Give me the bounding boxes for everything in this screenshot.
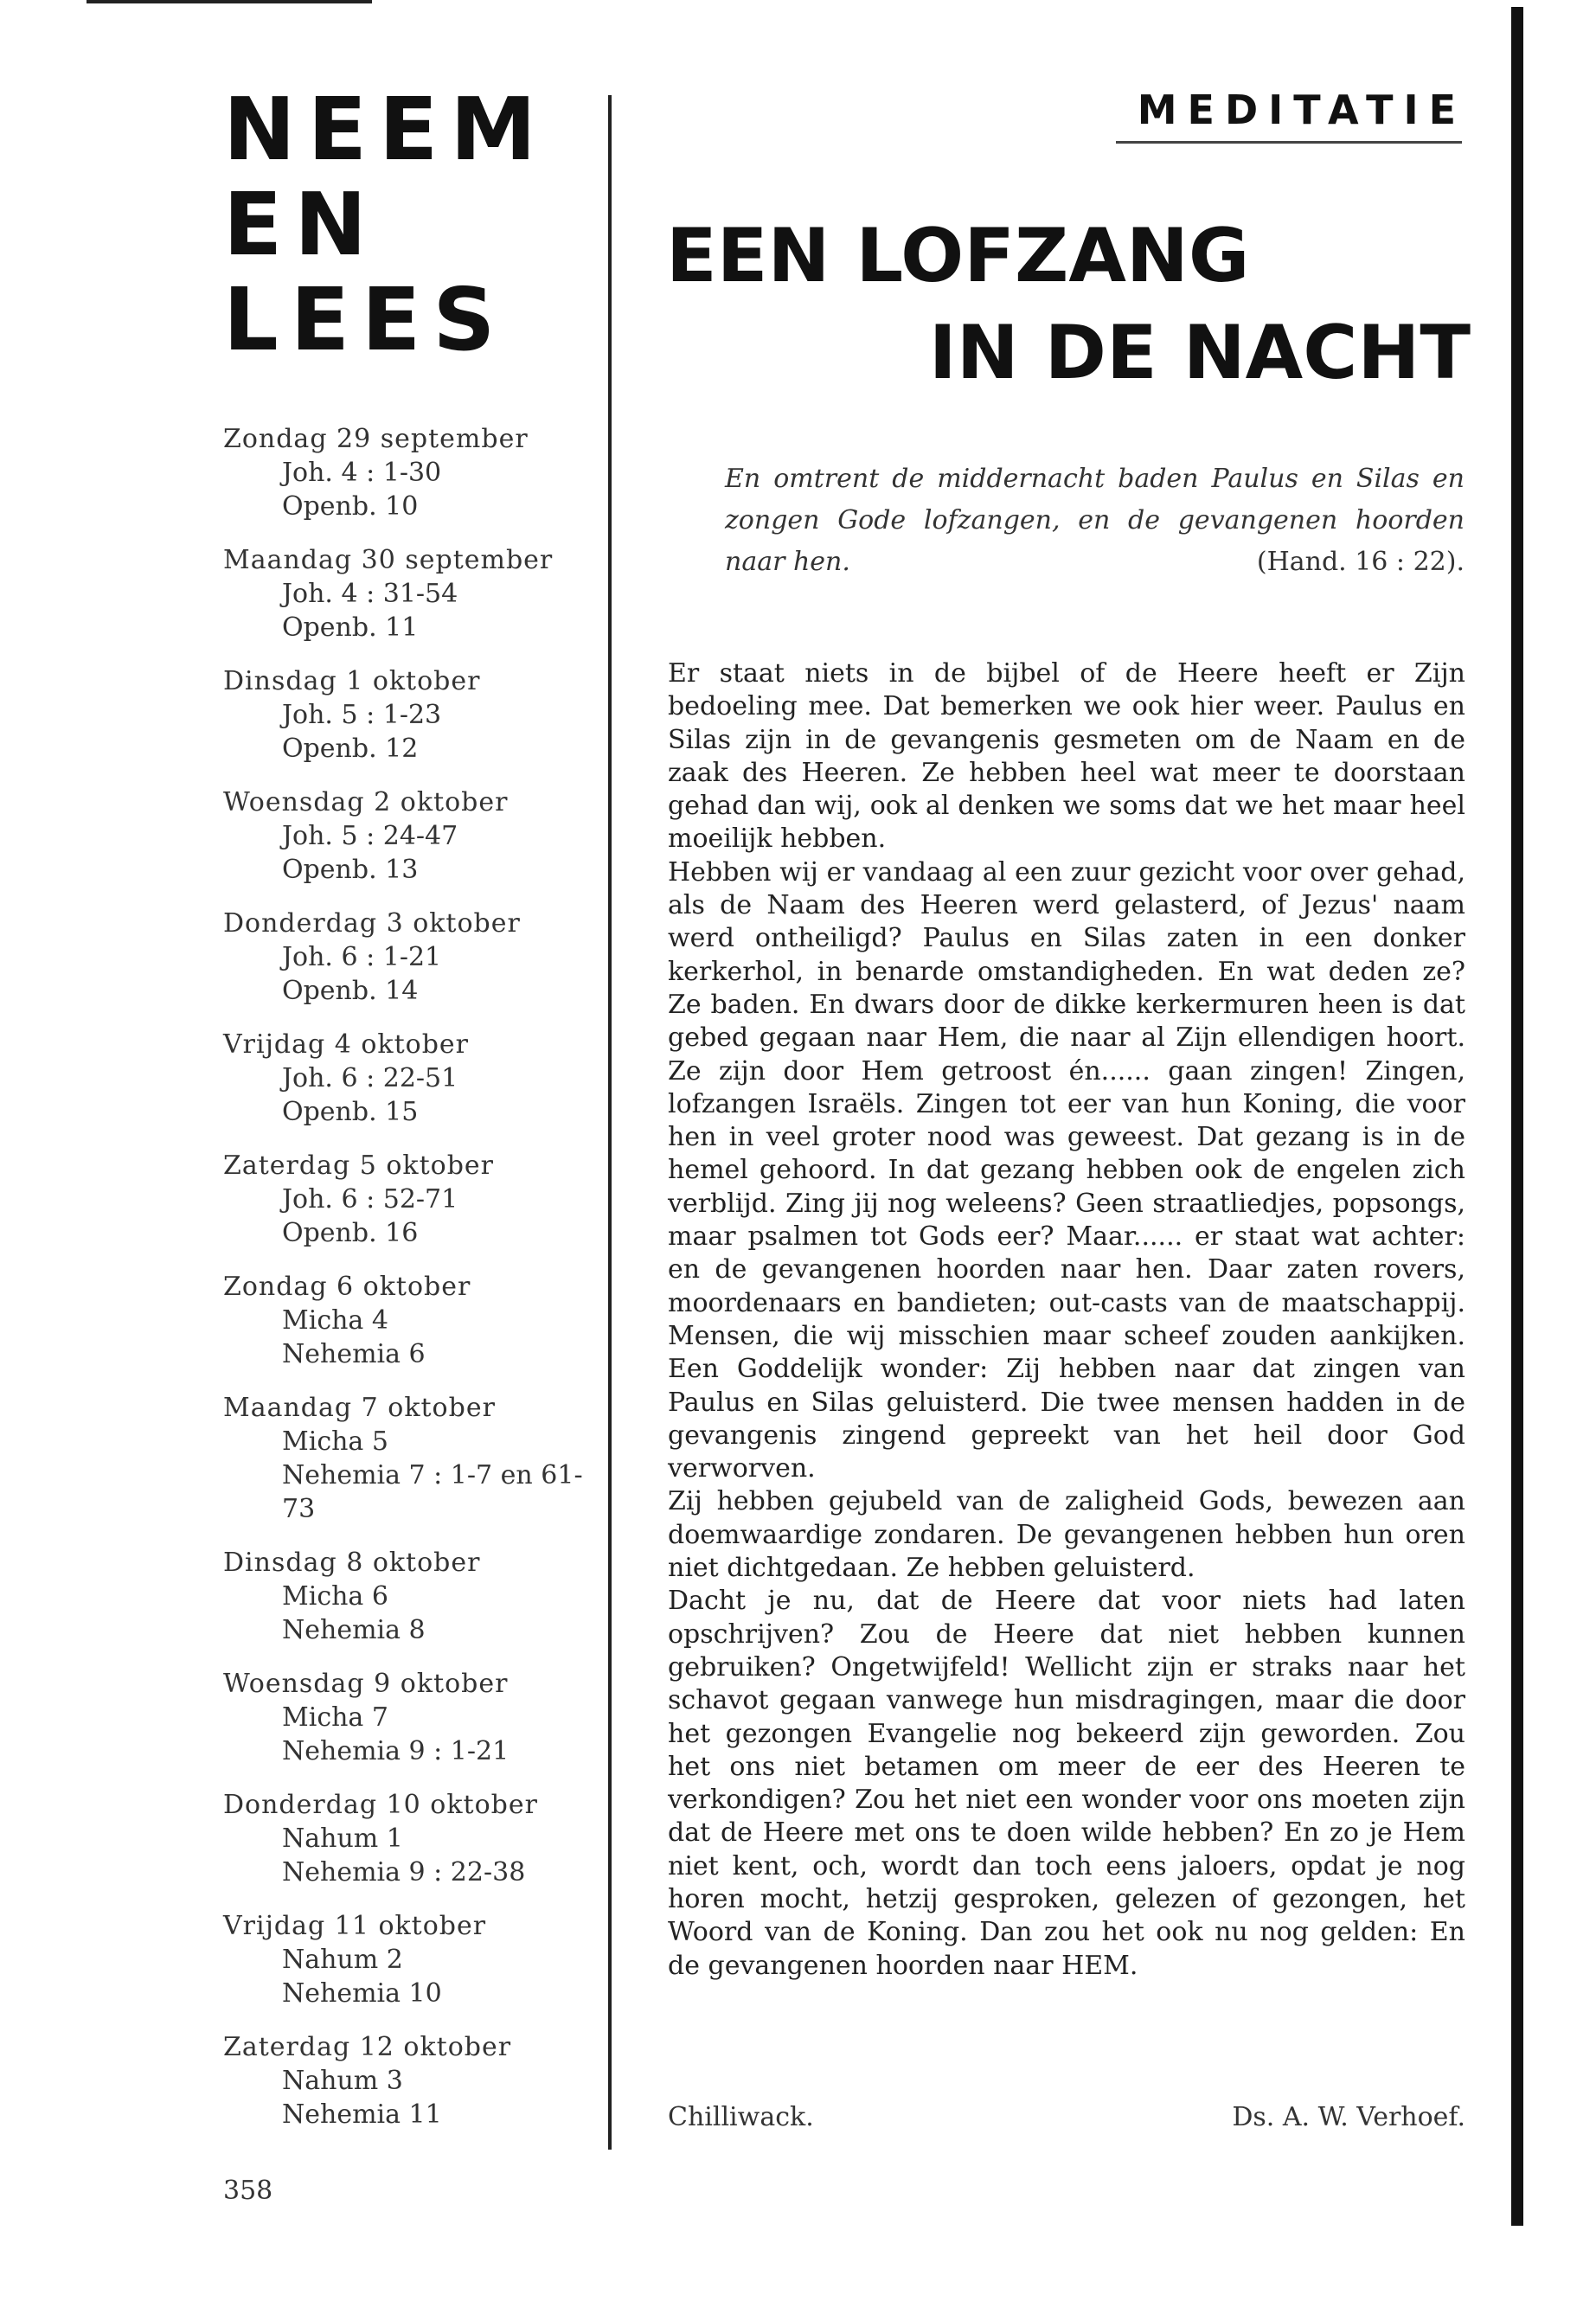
headline-line-2: IN DE NACHT — [928, 310, 1471, 396]
schedule-day: Zaterdag 5 oktober — [223, 1150, 494, 1181]
schedule-day: Dinsdag 1 oktober — [223, 666, 481, 696]
schedule-reading: Joh. 6 : 22-51 — [282, 1063, 458, 1093]
schedule-reading: Joh. 6 : 1-21 — [282, 942, 442, 972]
page-edge-bar — [1511, 7, 1523, 2226]
schedule-reading: Openb. 12 — [282, 734, 419, 764]
schedule-day: Vrijdag 11 oktober — [223, 1911, 487, 1941]
title-line: LEES — [223, 269, 508, 370]
signature-author: Ds. A. W. Verhoef. — [1232, 2102, 1465, 2132]
schedule-reading: Nahum 2 — [282, 1945, 403, 1975]
schedule-reading: Joh. 4 : 31-54 — [282, 579, 458, 609]
schedule-day: Donderdag 3 oktober — [223, 908, 521, 939]
scripture-quote — [725, 458, 1465, 583]
paragraph: Er staat niets in de bijbel of de Heere heeft er Zijn bedoeling mee. Dat bemerken we ook hier weer. Paulus en Silas zijn in de gevangenis gesmeten om de Naam en de zaak des Heeren. Ze hebben heel wat meer te doorstaan gehad dan wij, ook al denken we soms dat we het maar heel moeilijk hebben. — [668, 658, 1465, 855]
schedule-reading: Micha 4 — [282, 1305, 388, 1336]
schedule-reading: Openb. 14 — [282, 976, 419, 1006]
paragraph: Hebben wij er vandaag al een zuur gezicht voor over gehad, als de Naam des Heeren werd gelasterd, of Jezus' naam werd ontheiligd? Paulus en Silas zaten in een donker kerkerhol, in benarde omstandigheden. En wat deden ze? Ze baden. En dwars door de dikke kerkermuren heen is dat gebed gegaan naar Hem, die naar al Zijn ellendigen hoort. Ze zijn door Hem getroost én...... gaan zingen! Zingen, lofzangen Israëls. Zingen tot eer van hun Koning, die voor hen in veel groter nood was geweest. Dat gezang is in de hemel gehoord. In dat gezang hebben ook de engelen zich verblijd. Zing jij nog weleens? Geen straatliedjes, popsongs, maar psalmen tot Gods eer? Maar...... er staat wat achter: en de gevangenen hoorden naar hen. Daar zaten rovers, moordenaars en bandieten; out-casts van de maatschappij. Mensen, die wij misschien maar scheef zouden aankijken. Een Goddelijk wonder: Zij hebben naar dat zingen van Paulus en Silas geluisterd. Die twee mensen hadden in de gevangenis zingend gepreekt van het heil door God verworven. — [668, 856, 1465, 1484]
paragraph: Dacht je nu, dat de Heere dat voor niets had laten opschrijven? Zou de Heere dat niet hebben kunnen gebruiken? Ongetwijfeld! Wellicht zijn er straks naar het schavot gegaan vanwege hun misdragingen, maar die door het gezongen Evangelie nog bekeerd zijn geworden. Zou het ons niet betamen om meer de eer des Heeren te verkondigen? Zou het niet een wonder voor ons moeten zijn dat de Heere met ons te doen wilde hebben? En zo je Hem niet kent, och, wordt dan toch eens jaloers, opdat je nog horen mocht, hetzij gesproken, gelezen of gezongen, het Woord van de Koning. Dan zou het ook nu nog gelden: En de gevangenen hoorden naar HEM. — [668, 1586, 1465, 1981]
section-label: MEDITATIE — [1137, 87, 1466, 133]
schedule-entry — [223, 1909, 604, 2010]
headline-line-1: EEN LOFZANG — [666, 213, 1250, 299]
schedule-reading: Micha 6 — [282, 1581, 388, 1612]
schedule-day: Zondag 29 september — [223, 424, 529, 454]
paragraph: Zij hebben gejubeld van de zaligheid Gods, bewezen aan doemwaardige zondaren. De gevangenen hebben hun oren niet dichtgedaan. Ze hebben geluisterd. — [668, 1486, 1465, 1584]
column-title — [223, 79, 586, 370]
schedule-reading: Openb. 16 — [282, 1218, 419, 1248]
schedule-reading: Nehemia 9 : 1-21 — [282, 1736, 510, 1766]
headline — [666, 208, 1471, 401]
schedule-reading: Nahum 1 — [282, 1823, 403, 1854]
signature — [668, 2102, 1465, 2132]
section-rule — [1116, 141, 1462, 144]
schedule-reading: Nehemia 8 — [282, 1615, 426, 1645]
schedule-reading: Nehemia 9 : 22-38 — [282, 1857, 526, 1888]
schedule-entry — [223, 422, 604, 523]
quote-text: En omtrent de middernacht baden Paulus en Silas en zongen Gode lofzangen, en de gevangenen hoorden naar hen. — [725, 464, 1465, 577]
schedule-day: Donderdag 10 oktober — [223, 1790, 538, 1820]
schedule-day: Zaterdag 12 oktober — [223, 2032, 512, 2062]
schedule-reading: Nehemia 7 : 1-7 en 61-73 — [282, 1460, 583, 1524]
schedule-day: Woensdag 2 oktober — [223, 787, 509, 817]
top-rule — [87, 0, 372, 3]
schedule-entry — [223, 543, 604, 644]
signature-place: Chilliwack. — [668, 2102, 814, 2132]
page-number: 358 — [223, 2176, 273, 2206]
schedule-reading: Nehemia 6 — [282, 1339, 426, 1369]
schedule-reading: Micha 5 — [282, 1426, 388, 1457]
schedule-reading: Openb. 10 — [282, 491, 419, 522]
schedule-entry — [223, 785, 604, 887]
schedule-reading: Micha 7 — [282, 1702, 388, 1733]
schedule-entry — [223, 1788, 604, 1889]
schedule-entry — [223, 907, 604, 1008]
schedule-entry — [223, 1149, 604, 1250]
schedule-entry — [223, 1391, 604, 1526]
schedule-reading: Openb. 11 — [282, 612, 419, 643]
schedule-reading: Openb. 15 — [282, 1097, 419, 1127]
schedule-day: Woensdag 9 oktober — [223, 1669, 509, 1699]
quote-reference: (Hand. 16 : 22). — [1256, 547, 1465, 577]
title-line: NEEM — [223, 79, 548, 180]
schedule-reading: Joh. 5 : 24-47 — [282, 821, 458, 851]
schedule-reading: Nehemia 11 — [282, 2099, 442, 2130]
schedule-entry — [223, 2030, 604, 2131]
schedule-entry — [223, 1546, 604, 1647]
reading-schedule — [223, 422, 604, 2151]
schedule-day: Maandag 30 september — [223, 545, 554, 575]
schedule-day: Dinsdag 8 oktober — [223, 1548, 481, 1578]
meditation-body — [668, 657, 1465, 1983]
schedule-day: Zondag 6 oktober — [223, 1272, 471, 1302]
schedule-reading: Nahum 3 — [282, 2066, 403, 2096]
schedule-entry — [223, 664, 604, 766]
schedule-entry — [223, 1667, 604, 1768]
title-line: EN — [223, 174, 380, 275]
schedule-entry — [223, 1028, 604, 1129]
schedule-reading: Joh. 4 : 1-30 — [282, 458, 442, 488]
column-divider — [608, 95, 612, 2150]
schedule-reading: Joh. 6 : 52-71 — [282, 1184, 458, 1215]
schedule-reading: Openb. 13 — [282, 855, 419, 885]
schedule-reading: Joh. 5 : 1-23 — [282, 700, 442, 730]
schedule-day: Vrijdag 4 oktober — [223, 1029, 470, 1060]
schedule-day: Maandag 7 oktober — [223, 1393, 496, 1423]
schedule-reading: Nehemia 10 — [282, 1978, 442, 2009]
schedule-entry — [223, 1270, 604, 1371]
